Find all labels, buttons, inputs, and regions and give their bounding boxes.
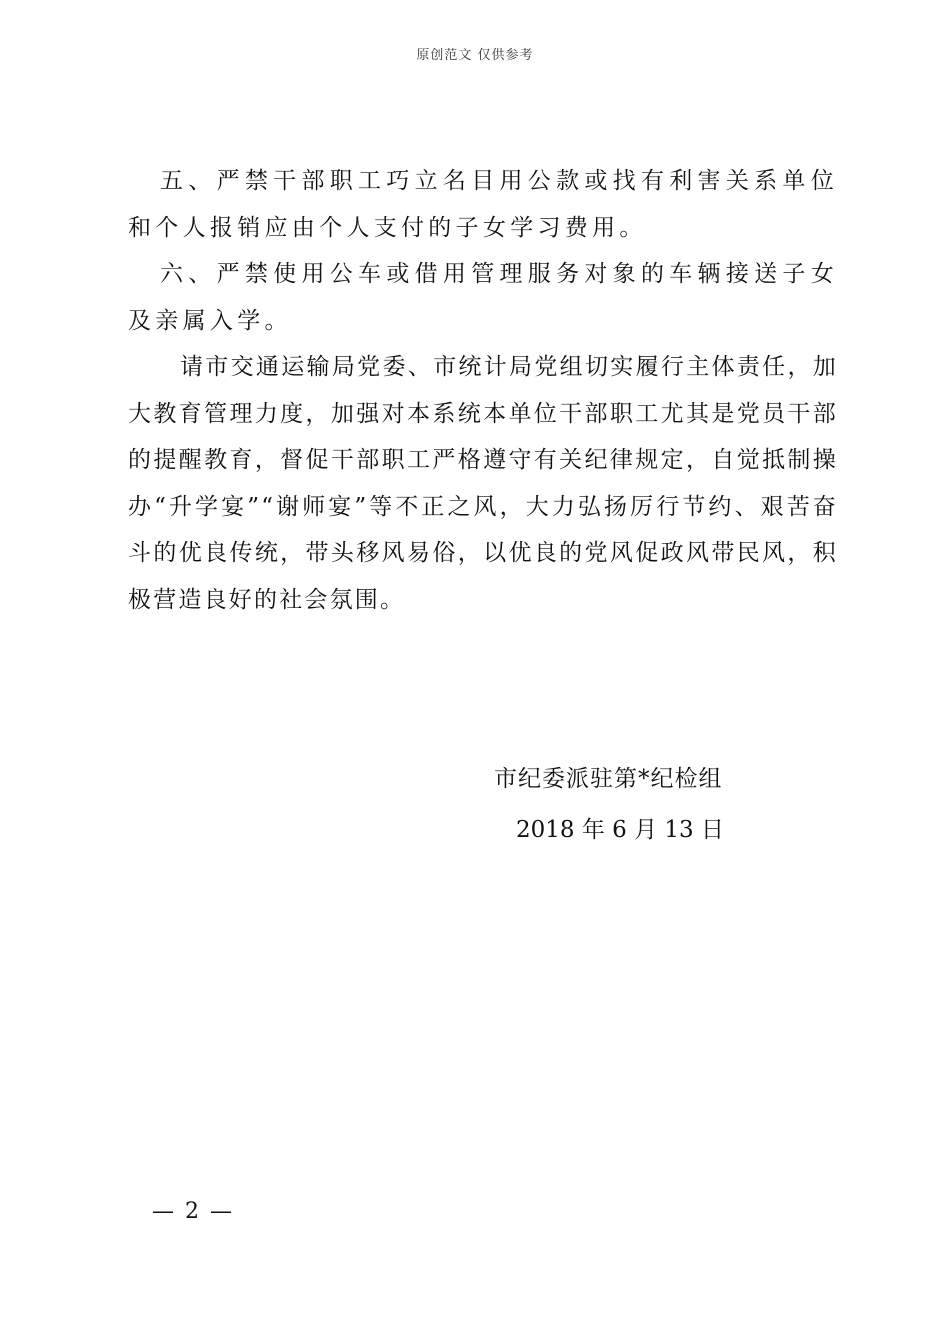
document-body (128, 158, 838, 623)
signature-date: 2018 年 6 月 13 日 (516, 817, 724, 843)
paragraph-item-6: 六、严禁使用公车或借用管理服务对象的车辆接送子女及亲属入学。 (128, 261, 838, 334)
page-header: 原创范文 仅供参考 (416, 48, 534, 63)
signature-organization: 市纪委派驻第*纪检组 (494, 766, 723, 792)
paragraph-item-5: 五、严禁干部职工巧立名目用公款或找有利害关系单位和个人报销应由个人支付的子女学习费用。 (128, 168, 838, 241)
page-number: — 2 — (152, 1199, 234, 1224)
paragraph-request: 请市交通运输局党委、市统计局党组切实履行主体责任，加大教育管理力度，加强对本系统本单位干部职工尤其是党员干部的提醒教育，督促干部职工严格遵守有关纪律规定，自觉抵制操办“升学宴”“谢师宴”等不正之风，大力弘扬厉行节约、艰苦奋斗的优良传统，带头移风易俗，以优良的党风促政风带民风，积极营造良好的社会氛围。 (128, 354, 838, 613)
